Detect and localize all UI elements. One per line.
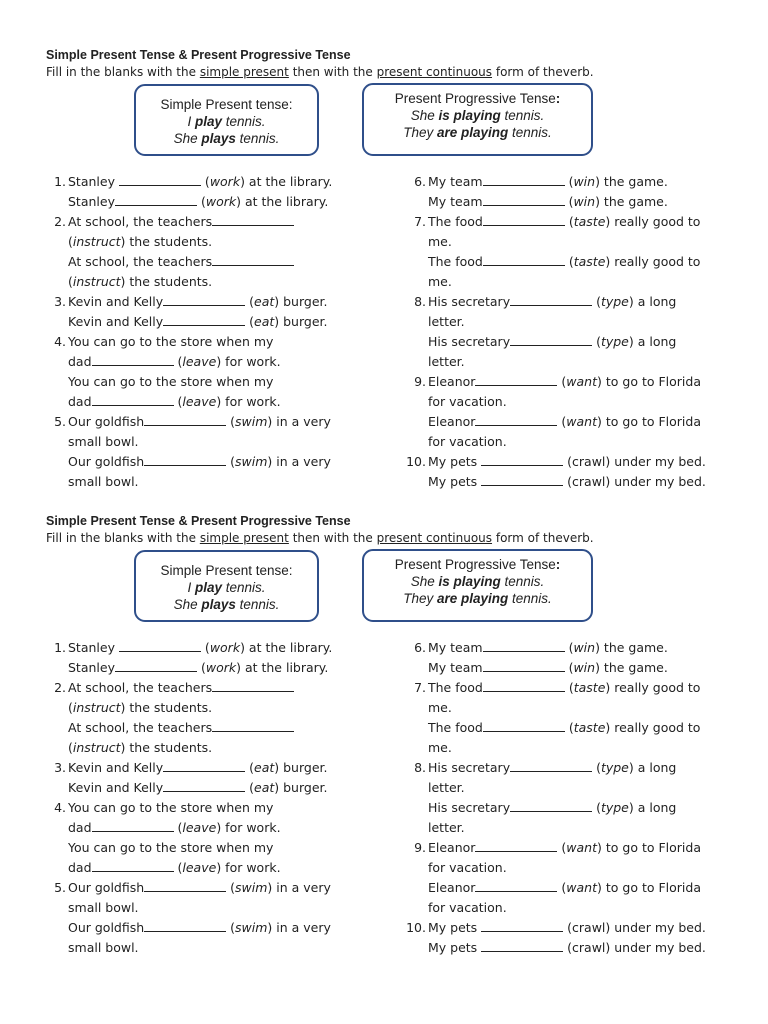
instruction-text: Fill in the blanks with the [46,531,200,545]
exercise-sentence: The food (taste) really good to [428,214,701,229]
item-number: 5. [54,880,66,895]
example-line: They are playing tennis. [403,591,552,606]
exercise-sentence: Eleanor (want) to go to Florida [428,880,701,895]
exercise-sentence: The food (taste) really good to [428,720,701,735]
item-number: 8. [414,294,426,309]
verb-hint: leave [182,860,217,875]
exercise-sentence: My pets (crawl) under my bed. [428,920,706,935]
example-line: She is playing tennis. [410,574,545,589]
item-number: 4. [54,334,66,349]
exercise-sentence: letter. [428,820,465,835]
verb-hint: want [566,840,598,855]
exercise-sentence: letter. [428,314,465,329]
item-number: 9. [414,374,426,389]
exercise-sentence: Stanley (work) at the library. [68,640,333,655]
item-number: 10. [406,920,426,935]
box-heading: Simple Present tense: [160,97,293,112]
answer-blank[interactable] [481,454,563,466]
instruction-text: then with the [288,65,377,79]
box-heading: Present Progressive Tense: [394,557,561,572]
exercise-sentence: His secretary (type) a long [428,334,677,349]
item-number: 5. [54,414,66,429]
answer-blank[interactable] [212,214,294,226]
verb-hint: work [209,640,241,655]
answer-blank[interactable] [483,640,565,652]
verb-hint: taste [573,720,606,735]
example-line: They are playing tennis. [403,125,552,140]
answer-blank[interactable] [481,940,563,952]
verb-hint: want [566,880,598,895]
verb-hint: taste [573,254,606,269]
exercise-sentence: Stanley (work) at the library. [68,194,329,209]
exercise-sentence: Kevin and Kelly (eat) burger. [68,780,328,795]
verb-hint: instruct [72,740,121,755]
exercise-sentence: (instruct) the students. [68,234,213,249]
answer-blank[interactable] [212,680,294,692]
item-number: 1. [54,174,66,189]
exercise-sentence: His secretary (type) a long [428,760,677,775]
verb-hint: win [573,640,596,655]
present-progressive-example-box [362,549,593,622]
verb-hint: taste [573,214,606,229]
exercise-sentence: me. [428,234,452,249]
verb-hint: eat [254,294,275,309]
exercise-sentence: You can go to the store when my [68,374,274,389]
answer-blank[interactable] [483,680,565,692]
verb-hint: work [205,194,237,209]
exercise-sentence: (instruct) the students. [68,700,213,715]
simple-present-example-box [134,84,319,156]
exercise-sentence: (instruct) the students. [68,274,213,289]
exercise-sentence: small bowl. [68,900,139,915]
exercise-sentence: At school, the teachers [68,252,294,272]
exercise-sentence: (instruct) the students. [68,740,213,755]
exercise-sentence: Stanley (work) at the library. [68,174,333,189]
answer-blank[interactable] [475,414,557,426]
answer-blank[interactable] [212,254,294,266]
exercise-sentence: me. [428,700,452,715]
exercise-sentence: dad (leave) for work. [68,394,281,409]
answer-blank[interactable] [144,880,226,892]
exercise-sentence: My pets (crawl) under my bed. [428,940,706,955]
exercise-sentence: small bowl. [68,940,139,955]
verb-hint: type [600,334,629,349]
answer-blank[interactable] [475,374,557,386]
instruction-underlined: simple present [199,65,289,79]
item-number: 6. [414,640,426,655]
answer-blank[interactable] [163,314,245,326]
exercise-sentence: At school, the teachers [68,212,294,232]
exercise-sentence: Eleanor (want) to go to Florida [428,374,701,389]
box-heading: Present Progressive Tense: [394,91,561,106]
box-heading: Simple Present tense: [160,563,293,578]
item-number: 4. [54,800,66,815]
instruction-text: then with the [288,531,377,545]
item-number: 3. [54,294,66,309]
exercise-sentence: dad (leave) for work. [68,860,281,875]
exercise-sentence: His secretary (type) a long [428,800,677,815]
exercise-sentence: for vacation. [428,394,507,409]
instruction-underlined: present continuous [376,65,493,79]
exercise-sentence: Stanley (work) at the library. [68,660,329,675]
instruction-underlined: simple present [199,531,289,545]
verb-hint: eat [254,780,275,795]
verb-hint: type [600,294,629,309]
verb-hint: win [573,174,596,189]
verb-hint: leave [182,820,217,835]
exercise-sentence: me. [428,274,452,289]
worksheet-section-1 [0,48,768,508]
answer-blank[interactable] [115,660,197,672]
answer-blank[interactable] [144,454,226,466]
answer-blank[interactable] [115,194,197,206]
exercise-sentence: small bowl. [68,434,139,449]
simple-present-example-box [134,550,319,622]
exercise-sentence: You can go to the store when my [68,334,274,349]
exercise-sentence: letter. [428,780,465,795]
verb-hint: leave [182,394,217,409]
worksheet-instruction [46,65,594,79]
example-line: She plays tennis. [173,597,280,612]
answer-blank[interactable] [510,294,592,306]
verb-hint: instruct [72,700,121,715]
worksheet-section-2 [0,514,768,974]
instruction-text: Fill in the blanks with the [46,65,200,79]
verb-hint: instruct [72,274,121,289]
exercise-sentence: dad (leave) for work. [68,354,281,369]
instruction-text: form of theverb. [492,65,594,79]
verb-hint: swim [235,880,268,895]
instruction-text: form of theverb. [492,531,594,545]
answer-blank[interactable] [483,214,565,226]
verb-hint: eat [254,314,275,329]
verb-hint: taste [573,680,606,695]
instruction-underlined: present continuous [376,531,493,545]
answer-blank[interactable] [144,414,226,426]
exercise-sentence: for vacation. [428,900,507,915]
item-number: 9. [414,840,426,855]
verb-hint: eat [254,760,275,775]
answer-blank[interactable] [475,840,557,852]
answer-blank[interactable] [483,254,565,266]
exercise-sentence: You can go to the store when my [68,800,274,815]
item-number: 2. [54,214,66,229]
exercise-sentence: small bowl. [68,474,139,489]
exercise-sentence: for vacation. [428,434,507,449]
exercise-sentence: for vacation. [428,860,507,875]
exercise-sentence: Our goldfish (swim) in a very [68,454,331,469]
answer-blank[interactable] [144,920,226,932]
answer-blank[interactable] [475,880,557,892]
verb-hint: want [566,414,598,429]
exercise-sentence: My pets (crawl) under my bed. [428,474,706,489]
answer-blank[interactable] [163,780,245,792]
answer-blank[interactable] [92,860,174,872]
answer-blank[interactable] [92,394,174,406]
item-number: 7. [414,214,426,229]
exercise-sentence: Eleanor (want) to go to Florida [428,840,701,855]
example-line: I play tennis. [187,580,266,595]
verb-hint: swim [235,920,268,935]
worksheet-instruction [46,531,594,545]
verb-hint: instruct [72,234,121,249]
example-line: She is playing tennis. [410,108,545,123]
worksheet-title: Simple Present Tense & Present Progressive Tense [46,48,351,62]
item-number: 10. [406,454,426,469]
present-progressive-example-box [362,83,593,156]
item-number: 2. [54,680,66,695]
verb-hint: win [573,194,596,209]
verb-hint: want [566,374,598,389]
exercise-sentence: My pets (crawl) under my bed. [428,454,706,469]
verb-hint: swim [235,414,268,429]
answer-blank[interactable] [92,354,174,366]
exercise-sentence: Eleanor (want) to go to Florida [428,414,701,429]
answer-blank[interactable] [119,640,201,652]
exercise-sentence: The food (taste) really good to [428,680,701,695]
exercise-sentence: The food (taste) really good to [428,254,701,269]
answer-blank[interactable] [510,800,592,812]
exercise-sentence: My team (win) the game. [428,174,668,189]
verb-hint: win [573,660,596,675]
exercise-sentence: letter. [428,354,465,369]
verb-hint: swim [235,454,268,469]
item-number: 8. [414,760,426,775]
answer-blank[interactable] [212,720,294,732]
exercise-sentence: My team (win) the game. [428,660,668,675]
answer-blank[interactable] [119,174,201,186]
exercise-sentence: me. [428,740,452,755]
exercise-sentence: My team (win) the game. [428,194,668,209]
example-line: I play tennis. [187,114,266,129]
answer-blank[interactable] [481,474,563,486]
exercise-sentence: Our goldfish (swim) in a very [68,414,331,429]
worksheet-title: Simple Present Tense & Present Progressive Tense [46,514,351,528]
exercise-sentence: Kevin and Kelly (eat) burger. [68,294,328,309]
verb-hint: work [209,174,241,189]
verb-hint: type [600,800,629,815]
answer-blank[interactable] [483,660,565,672]
answer-blank[interactable] [510,334,592,346]
item-number: 6. [414,174,426,189]
answer-blank[interactable] [163,760,245,772]
exercise-sentence: dad (leave) for work. [68,820,281,835]
item-number: 3. [54,760,66,775]
verb-hint: leave [182,354,217,369]
verb-hint: type [600,760,629,775]
item-number: 7. [414,680,426,695]
answer-blank[interactable] [510,760,592,772]
exercise-sentence: His secretary (type) a long [428,294,677,309]
exercise-sentence: At school, the teachers [68,718,294,738]
exercise-sentence: Kevin and Kelly (eat) burger. [68,314,328,329]
exercise-sentence: At school, the teachers [68,678,294,698]
exercise-sentence: Our goldfish (swim) in a very [68,920,331,935]
answer-blank[interactable] [163,294,245,306]
answer-blank[interactable] [483,174,565,186]
exercise-sentence: Kevin and Kelly (eat) burger. [68,760,328,775]
answer-blank[interactable] [481,920,563,932]
exercise-sentence: Our goldfish (swim) in a very [68,880,331,895]
answer-blank[interactable] [483,720,565,732]
example-line: She plays tennis. [173,131,280,146]
exercise-sentence: My team (win) the game. [428,640,668,655]
item-number: 1. [54,640,66,655]
answer-blank[interactable] [92,820,174,832]
answer-blank[interactable] [483,194,565,206]
verb-hint: work [205,660,237,675]
exercise-sentence: You can go to the store when my [68,840,274,855]
